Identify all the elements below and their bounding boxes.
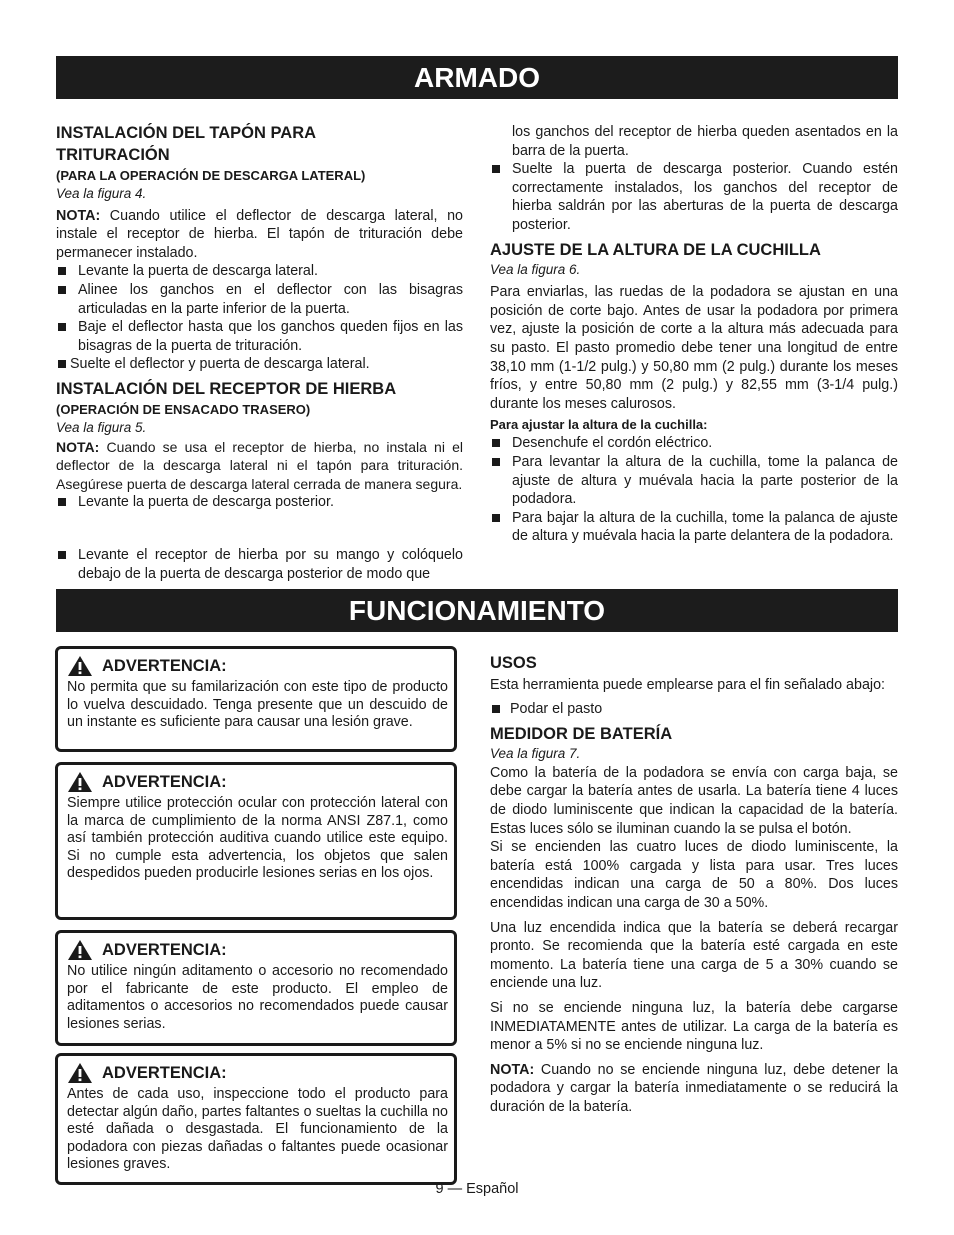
warning-box (55, 1053, 457, 1185)
warning-title: ADVERTENCIA: (102, 1064, 227, 1082)
medidor-p3: Una luz encendida indica que la batería se deberá recargar pronto. Se recomienda que la batería esté cargada en este momento. La batería tiene una carga de 5 a 30% cuando se enciende una luz. (490, 919, 898, 992)
warning-icon (67, 939, 93, 961)
ajuste-subheading: Para ajustar la altura de la cuchilla: (490, 417, 708, 433)
tapon-steps (56, 262, 463, 374)
ajuste-heading: AJUSTE DE LA ALTURA DE LA CUCHILLA (490, 240, 821, 259)
warning-box (55, 930, 457, 1046)
warning-title: ADVERTENCIA: (102, 773, 227, 791)
receptor-note-label: NOTA: (56, 438, 100, 455)
bullet-icon (492, 165, 500, 173)
bullet-icon (58, 267, 66, 275)
receptor-steps-continued (56, 546, 463, 583)
medidor-heading: MEDIDOR DE BATERÍA (490, 725, 673, 744)
warning-text: No permita que su familarización con este tipo de producto lo vuelva descuidado. Tenga presente que un descuido de un instante es suficiente para causar una lesión grave. (67, 679, 448, 730)
usos-list (490, 700, 898, 719)
warning-text: Siempre utilice protección ocular con protección lateral con la marca de cumplimiento de la norma ANSI Z87.1, como así también protección auditiva cuando utilice este equipo. Si no cumple esta advertencia, los objetos que salen despedidos pueden producirle lesiones serias en los ojos. (67, 795, 448, 881)
armado-title: ARMADO (414, 62, 540, 93)
armado-left-column (56, 122, 463, 512)
receptor-step-2-start (56, 546, 463, 583)
armado-right-column (490, 123, 898, 546)
receptor-heading: INSTALACIÓN DEL RECEPTOR DE HIERBA (56, 379, 397, 398)
medidor-p2: Si se encienden las cuatro luces de diodo luminiscente, la batería está 100% cargada y lista para usar. Tres luces encendidas indican una carga de 50 a 80%. Dos luces encendidas indican una carga de 30 a 50%. (490, 839, 898, 911)
list-item: Para bajar la altura de la cuchilla, tome la palanca de ajuste de altura y muévala hacia la parte delantera de la podadora. (490, 509, 898, 546)
list-item: Suelte el deflector y puerta de descarga lateral. (56, 355, 463, 374)
medidor-p4: Si no se enciende ninguna luz, la batería debe cargarse INMEDIATAMENTE antes de utilizar. La carga de la batería es menor a 5% si no se enciende ninguna luz. (490, 999, 898, 1054)
page-footer: 9 — Español (435, 1181, 519, 1197)
list-item: Levante la puerta de descarga posterior. (56, 493, 463, 512)
medidor-note-label: NOTA: (490, 1061, 535, 1078)
warning-title: ADVERTENCIA: (102, 657, 227, 675)
tapon-figure-ref: Vea la figura 4. (56, 186, 147, 201)
receptor-note (56, 438, 463, 494)
usos-paragraph: Esta herramienta puede emplearse para el fin señalado abajo: (490, 677, 886, 693)
receptor-note-text: Cuando se usa el receptor de hierba, no instala ni el deflector de la descarga lateral ni el tapón para trituración. Asegúrese puerta de descarga lateral cerrada de manera segura. (56, 438, 463, 492)
medidor-figure-ref: Vea la figura 7. (490, 746, 581, 762)
receptor-subheading: (OPERACIÓN DE ENSACADO TRASERO) (56, 401, 311, 417)
list-item: Podar el pasto (490, 700, 898, 719)
warning-box (55, 646, 457, 752)
bullet-icon (492, 705, 500, 713)
receptor-figure-ref: Vea la figura 5. (56, 419, 147, 435)
usos-heading: USOS (490, 654, 537, 672)
receptor-steps-left (56, 493, 463, 512)
warning-icon (67, 771, 93, 793)
armado-banner (56, 56, 898, 99)
bullet-icon (492, 458, 500, 466)
list-item: Levante la puerta de descarga lateral. (56, 262, 463, 281)
warning-icon (67, 655, 93, 677)
bullet-icon (58, 323, 66, 331)
funcionamiento-banner (56, 589, 898, 632)
warning-icon (67, 1062, 93, 1084)
funcionamiento-right-column (490, 652, 898, 1116)
list-item: Alinee los ganchos en el deflector con las bisagras articuladas en la parte inferior de la puerta. (56, 281, 463, 318)
receptor-steps-right (490, 160, 898, 234)
medidor-note-text: Cuando no se enciende ninguna luz, debe detener la podadora y cargar la batería inmediatamente o se reducirá la duración de la batería. (490, 1061, 898, 1115)
list-item: Para levantar la altura de la cuchilla, tome la palanca de ajuste de altura y muévala hacia la parte posterior de la podadora. (490, 453, 898, 509)
tapon-note-label: NOTA: (56, 207, 101, 224)
bullet-icon (492, 439, 500, 447)
warning-title: ADVERTENCIA: (102, 941, 227, 959)
bullet-icon (492, 514, 500, 522)
receptor-step-2-end: los ganchos del receptor de hierba queden asentados en la barra de la puerta. (512, 124, 898, 159)
medidor-p1: Como la batería de la podadora se envía con carga baja, se debe cargar la batería antes de usarla. La batería tiene 4 luces de diodo luminiscente que indican la capacidad de la batería. Estas luces sólo se iluminan cuando la se pulsa el botón. (490, 764, 898, 837)
tapon-heading: INSTALACIÓN DEL TAPÓN PARA TRITURACIÓN (56, 124, 316, 164)
list-item: Desenchufe el cordón eléctrico. (490, 434, 898, 453)
warning-box (55, 762, 457, 920)
warning-text: No utilice ningún aditamento o accesorio no recomendado por el fabricante de este producto. El empleo de aditamentos o accesorios no recomendados puede causar lesiones serias. (67, 963, 448, 1032)
tapon-note-text: Cuando utilice el deflector de descarga lateral, no instale el receptor de hierba. El tapón de trituración debe permanecer instalado. (56, 207, 463, 261)
tapon-note (56, 207, 463, 263)
warning-text: Antes de cada uso, inspeccione todo el producto para detectar algún daño, partes faltantes o sueltas la cuchilla no esté dañada o desgastada. El funcionamiento de la podadora con piezas dañadas o faltantes puede ocasionar lesiones graves. (67, 1086, 448, 1172)
bullet-icon (58, 360, 66, 368)
ajuste-steps (490, 434, 898, 546)
medidor-note (490, 1061, 898, 1117)
ajuste-paragraph: Para enviarlas, las ruedas de la podadora se ajustan en una posición de corte bajo. Antes de usar la podadora por primera vez, ajuste la posición de corte a la altura más adecuada para su pasto. El pasto promedio debe tener una longitud de entre 38,10 mm (1-1/2 pulg.) y 50,80 mm (2 pulg.) durante los meses fríos, y entre 50,80 mm (2 pulg.) y 82,55 mm (3-1/4 pulg.) durante los meses calurosos. (490, 284, 898, 412)
bullet-icon (58, 551, 66, 559)
bullet-icon (58, 286, 66, 294)
funcionamiento-title: FUNCIONAMIENTO (348, 595, 606, 626)
bullet-icon (58, 498, 66, 506)
list-item: Suelte la puerta de descarga posterior. Cuando estén correctamente instalados, los ganchos del receptor de hierba saldrán por las aberturas de la puerta de descarga posterior. (490, 160, 898, 234)
ajuste-figure-ref: Vea la figura 6. (490, 261, 581, 277)
list-item: Levante el receptor de hierba por su mango y colóquelo debajo de la puerta de descarga posterior de modo que (56, 546, 463, 583)
tapon-subheading: (PARA LA OPERACIÓN DE DESCARGA LATERAL) (56, 168, 366, 183)
list-item: Baje el deflector hasta que los ganchos queden fijos en las bisagras de la puerta de trituración. (56, 318, 463, 355)
